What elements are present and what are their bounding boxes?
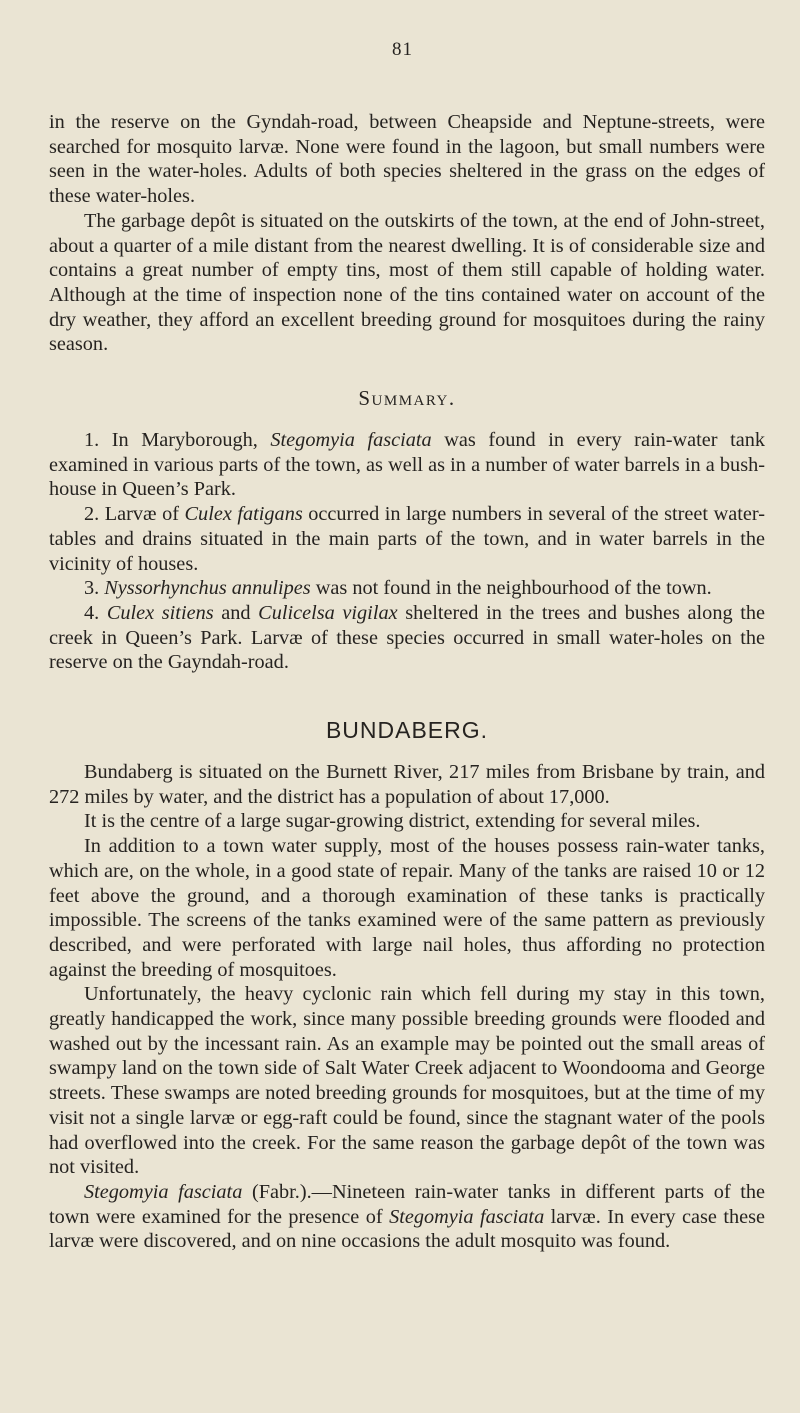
text-run: larvæ. In every case these larvæ were discovered, and on nine occasions the adult mosquito was found. <box>49 1205 765 1253</box>
text-run: Bundaberg is situated on the Burnett River, 217 miles from Brisbane by train, and 272 miles by water, and the district has a population of about 17,000. <box>49 761 765 808</box>
text-run: It is the centre of a large sugar-growing district, extending for several miles. <box>84 810 701 833</box>
italic-term: Culex sitiens <box>106 601 214 624</box>
text-run: in the reserve on the Gyndah-road, between Cheapside and Neptune-streets, were searched for mosquito larvæ. None were found in the lagoon, but small numbers were seen in the water-holes. Adults of both species sheltered in the grass on the edges of these water-holes. <box>49 111 765 208</box>
italic-term: Stegomyia fasciata <box>389 1205 545 1228</box>
italic-term: Culicelsa vigilax <box>258 601 398 624</box>
text-run: and <box>213 601 259 624</box>
text-run: sheltered in the trees and bushes along the creek in Queen’s Park. Larvæ of these species occurred in small water-holes on the reserve on the Gayndah-road. <box>49 601 766 674</box>
text-run: 3. <box>84 577 105 600</box>
text-run: 1. In Maryborough, <box>84 429 271 451</box>
paragraph <box>49 982 765 1180</box>
summary-heading: Summary. <box>358 386 456 410</box>
summary-item <box>49 576 765 601</box>
bundaberg-section <box>49 713 765 1254</box>
paragraph <box>49 209 765 357</box>
summary-item <box>49 502 765 576</box>
paragraph <box>49 834 765 982</box>
italic-term: Stegomyia fasciata <box>84 1180 243 1203</box>
italic-term: Nyssorhynchus annulipes <box>104 577 311 600</box>
summary-section <box>49 384 765 675</box>
paragraph <box>49 809 765 834</box>
summary-item <box>49 601 765 675</box>
paragraph <box>49 760 765 809</box>
text-run: occurred in large numbers in several of the street water-tables and drains situated in the main parts of the town, and in water barrels in the vicinity of houses. <box>49 503 765 575</box>
text-run: (Fabr.).—Nineteen rain-water tanks in different parts of the town were examined for the presence of <box>49 1180 765 1228</box>
paragraph <box>49 1180 765 1254</box>
text-run: The garbage depôt is situated on the outskirts of the town, at the end of John-street, about a quarter of a mile distant from the nearest dwelling. It is of considerable size and contains a great number of empty tins, most of them still capable of holding water. Although at the time of inspection none of the tins contained water on account of the dry weather, they afford an excellent breeding ground for mosquitoes during the rainy season. <box>49 209 765 356</box>
paragraph <box>49 110 765 209</box>
text-run: 4. <box>84 601 107 624</box>
text-run: was not found in the neighbourhood of the town. <box>310 577 712 600</box>
summary-item <box>49 428 765 502</box>
text-run: Unfortunately, the heavy cyclonic rain which fell during my stay in this town, greatly handicapped the work, since many possible breeding grounds were flooded and washed out by the incessant rain. As an example may be pointed out the small areas of swampy land on the town side of Salt Water Creek adjacent to Woondooma and George streets. These swamps are noted breeding grounds for mosquitoes, but at the time of my visit not a single larvæ or egg-raft could be found, since the stagnant water of the pools had overflowed into the creek. For the same reason the garbage depôt of the town was not visited. <box>49 983 765 1179</box>
italic-term: Culex fatigans <box>184 503 303 526</box>
bundaberg-heading: BUNDABERG. <box>325 717 489 743</box>
intro-section <box>49 110 765 357</box>
page-number: 81 <box>392 39 413 60</box>
italic-term: Stegomyia fasciata <box>270 429 432 451</box>
text-run: 2. Larvæ of <box>84 503 185 526</box>
text-run: In addition to a town water supply, most of the houses possess rain-water tanks, which are, on the whole, in a good state of repair. Many of the tanks are raised 10 or 12 feet above the ground, and a thorough examination of these tanks is practically impossible. The screens of the tanks examined were of the same pattern as previously described, and were perforated with large nail holes, thus affording no protection against the breeding of mosquitoes. <box>49 835 765 981</box>
text-run: was found in every rain-water tank examined in various parts of the town, as well as in a number of water barrels in a bush-house in Queen’s Park. <box>49 429 765 501</box>
